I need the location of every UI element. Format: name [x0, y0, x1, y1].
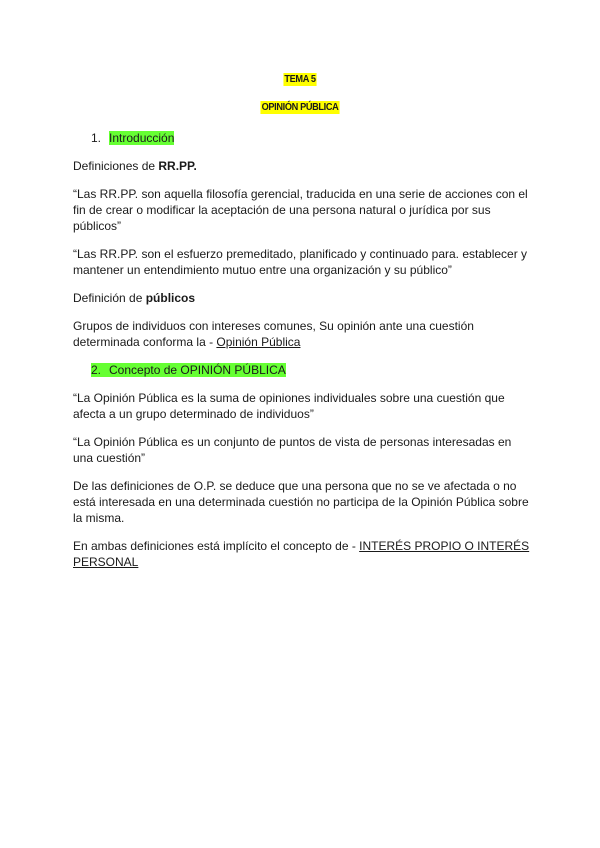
definitions-rrpp-prefix: Definiciones de — [73, 159, 159, 173]
tema-title — [24, 74, 576, 85]
grupos-underlined: Opinión Pública — [216, 335, 301, 349]
definitions-rrpp-heading — [73, 158, 533, 174]
quote-op-2: “La Opinión Pública es un conjunto de puntos de vista de personas interesadas en una cuestión” — [73, 435, 512, 465]
section-number: 1. — [91, 131, 102, 145]
tema-title-text: TEMA 5 — [284, 74, 316, 85]
section-heading-1 — [91, 131, 174, 145]
section-number: 2. — [91, 363, 102, 377]
definitions-rrpp-term: RR.PP. — [158, 159, 197, 173]
definition-publicos-prefix: Definición de — [73, 291, 146, 305]
definition-publicos-heading — [73, 290, 533, 306]
ambas-underlined: INTERÉS PROPIO O INTERÉS PERSONAL — [73, 539, 530, 569]
ambas-text: En ambas definiciones está implícito el concepto de - — [73, 539, 360, 553]
deduce-paragraph: De las definiciones de O.P. se deduce que una persona que no se ve afectada o no está interesada en una determinada cuestión no participa de la Opinión Pública sobre la misma. — [73, 479, 529, 525]
grupos-paragraph — [73, 318, 533, 350]
quote-rrpp-1: “Las RR.PP. son aquella filosofía gerencial, traducida en una serie de acciones con el fin de crear o modificar la aceptación de una persona natural o jurídica por sus públicos” — [73, 187, 528, 233]
definition-publicos-term: públicos — [145, 291, 196, 305]
section-heading-2 — [91, 363, 286, 377]
ambas-paragraph — [73, 538, 533, 570]
document-subtitle — [24, 102, 576, 113]
grupos-text: Grupos de individuos con intereses comunes, Su opinión ante una cuestión determinada conforma la - — [73, 319, 474, 349]
section-label: Introducción — [109, 131, 175, 145]
document-subtitle-text: OPINIÓN PÚBLICA — [261, 102, 339, 113]
section-2-highlight — [91, 363, 286, 377]
quote-op-1: “La Opinión Pública es la suma de opiniones individuales sobre una cuestión que afecta a un grupo determinado de individuos” — [73, 391, 505, 421]
section-label: Concepto de OPINIÓN PÚBLICA — [109, 363, 286, 377]
quote-rrpp-2: “Las RR.PP. son el esfuerzo premeditado, planificado y continuado para. establecer y mantener un entendimiento mutuo entre una organización y su público” — [73, 247, 528, 277]
